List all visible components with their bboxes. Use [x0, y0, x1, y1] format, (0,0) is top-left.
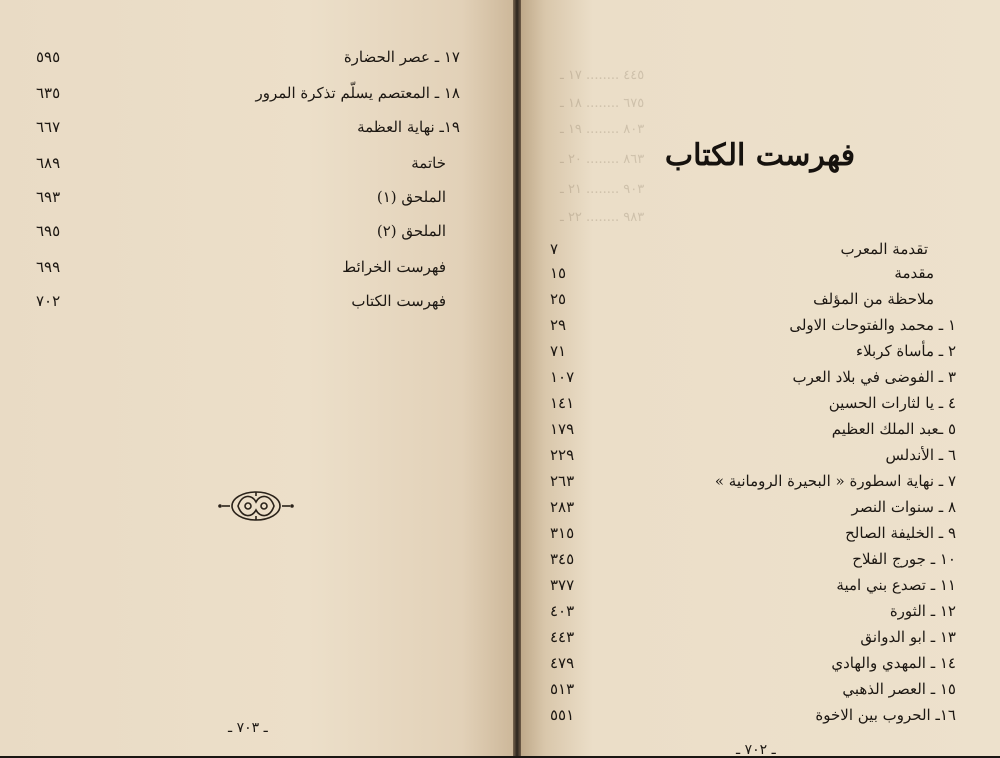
bleed-through-text: ٤٤٥ ........ ١٧ ـ: [560, 68, 645, 83]
toc-title: ٤ ـ يا لثارات الحسين: [828, 394, 956, 412]
toc-entry: [20, 286, 460, 316]
toc-title: ٥ ـعبد الملك العظيم: [831, 420, 956, 438]
toc-title: ١٨ ـ المعتصم يسلّم تذكرة المرور: [255, 84, 460, 102]
decorative-ornament-icon: [218, 486, 294, 526]
bleed-through-text: ٨٦٣ ........ ٢٠ ـ: [560, 152, 645, 167]
toc-entry: [20, 252, 460, 282]
toc-page-number: ٢٥: [550, 290, 567, 308]
toc-page-number: ٥٩٥: [36, 48, 61, 66]
toc-title: مقدمة: [894, 264, 934, 282]
page-number-footer: ـ ٧٠٣ ـ: [228, 720, 268, 736]
toc-entry: [20, 42, 460, 72]
toc-page-number: ١٥: [550, 264, 567, 282]
toc-page-number: ٥١٣: [550, 680, 575, 698]
bleed-through-text: ٩٠٣ ........ ٢١ ـ: [560, 182, 645, 197]
toc-page-number: ١٠٧: [550, 368, 575, 386]
page-title: فهرست الكتاب: [664, 138, 856, 173]
bleed-through-text: ٩٨٣ ........ ٢٢ ـ: [560, 210, 645, 225]
toc-page-number: ٢٦٣: [550, 472, 575, 490]
toc-title: فهرست الكتاب: [351, 292, 446, 310]
toc-page-number: ٦٦٧: [36, 118, 61, 136]
toc-title: ٨ ـ سنوات النصر: [851, 498, 956, 516]
toc-title: ملاحظة من المؤلف: [813, 290, 934, 308]
toc-page-number: ٢٩: [550, 316, 567, 334]
toc-title: ١٢ ـ الثورة: [889, 602, 956, 620]
toc-title: ٣ ـ الفوضى في بلاد العرب: [792, 368, 956, 386]
toc-page-number: ٦٩٣: [36, 188, 61, 206]
toc-title: الملحق (١): [376, 188, 446, 206]
toc-title: ١١ ـ تصدع بني امية: [836, 576, 956, 594]
toc-page-number: ٤٧٩: [550, 654, 575, 672]
toc-entry: [20, 78, 460, 108]
toc-page-number: ٦٣٥: [36, 84, 61, 102]
book-spine: [513, 0, 521, 756]
page-number-footer: ـ ٧٠٢ ـ: [736, 742, 776, 758]
toc-page-number: ٦٨٩: [36, 154, 61, 172]
toc-entry: [20, 182, 460, 212]
toc-title: ٢ ـ مأساة كربلاء: [856, 342, 956, 360]
bleed-through-text: ٨٠٣ ........ ١٩ ـ: [560, 122, 645, 137]
toc-page-number: ٦٩٥: [36, 222, 61, 240]
toc-title: ١٩ـ نهاية العظمة: [357, 118, 460, 136]
toc-title: ٩ ـ الخليفة الصالح: [845, 524, 956, 542]
toc-page-number: ٣٤٥: [550, 550, 575, 568]
toc-title: ١ ـ محمد والفتوحات الاولى: [789, 316, 956, 334]
toc-page-number: ٣٧٧: [550, 576, 575, 594]
toc-entry: [20, 112, 460, 142]
bleed-through-text: ٦٧٥ ........ ١٨ ـ: [560, 96, 645, 111]
toc-page-number: ٥٥١: [550, 706, 575, 724]
toc-title: ١٤ ـ المهدي والهادي: [831, 654, 956, 672]
toc-title: خاتمة: [411, 154, 446, 172]
toc-page-number: ١٧٩: [550, 420, 575, 438]
toc-page-number: ٦٩٩: [36, 258, 61, 276]
toc-title: ٧ ـ نهاية اسطورة « البحيرة الرومانية »: [714, 472, 956, 490]
toc-page-number: ٤٠٣: [550, 602, 575, 620]
toc-entry: [540, 700, 956, 730]
toc-title: الملحق (٢): [376, 222, 446, 240]
toc-title: فهرست الخرائط: [342, 258, 446, 276]
toc-page-number: ٢٨٣: [550, 498, 575, 516]
toc-page-number: ٤٤٣: [550, 628, 575, 646]
toc-page-number: ٧٠٢: [36, 292, 61, 310]
toc-page-number: ٧١: [550, 342, 567, 360]
toc-title: ١٦ـ الحروب بين الاخوة: [815, 706, 956, 724]
toc-title: ١٠ ـ جورج الفلاح: [852, 550, 956, 568]
toc-title: ١٣ ـ ابو الدوانق: [860, 628, 956, 646]
toc-title: ١٥ ـ العصر الذهبي: [842, 680, 956, 698]
toc-page-number: ٢٢٩: [550, 446, 575, 464]
toc-entry: [20, 148, 460, 178]
toc-entry: [20, 216, 460, 246]
toc-page-number: ٧: [550, 240, 559, 258]
toc-page-number: ٣١٥: [550, 524, 575, 542]
toc-title: ١٧ ـ عصر الحضارة: [343, 48, 460, 66]
toc-page-number: ١٤١: [550, 394, 575, 412]
toc-title: ٦ ـ الأندلس: [885, 446, 956, 464]
toc-title: تقدمة المعرب: [840, 240, 928, 258]
